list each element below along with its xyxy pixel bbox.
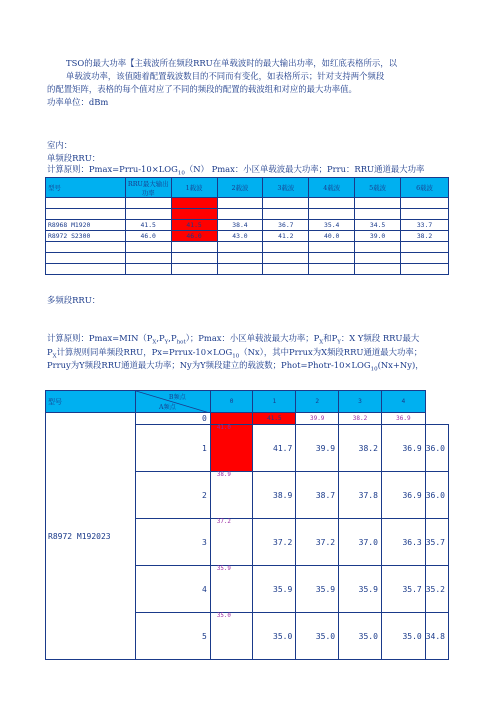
table-row: R8968 M1920 41.5 41.5 38.4 36.7 35.4 34.5 33.7 [46, 220, 449, 231]
row-label-0: 0 [136, 413, 211, 425]
diagonal-header [136, 391, 211, 413]
model-name: R8972 M192023 [46, 413, 136, 660]
header-6-carrier: 6载波 [401, 178, 449, 198]
table-row: R8972 S2300 46.0 46.0 43.0 41.2 40.0 39.0 38.2 [46, 231, 449, 242]
col-0: 0 [210, 391, 253, 413]
table-row: 4 35.9 35.9 35.9 35.9 35.7 35.2 [46, 566, 449, 613]
col-3: 3 [339, 391, 382, 413]
header-model: 型号 [46, 178, 126, 198]
table-row [46, 253, 449, 264]
col-2: 2 [296, 391, 339, 413]
col-1: 1 [253, 391, 296, 413]
header-model: 型号 [46, 391, 136, 413]
col-4: 4 [381, 391, 425, 413]
header-b-freq: B频点 [168, 394, 186, 401]
single-band-table [45, 177, 449, 275]
table-row: 2 38.9 38.9 38.7 37.8 36.9 36.0 [46, 472, 449, 519]
multi-band-table [45, 390, 449, 660]
table-row [46, 264, 449, 275]
multi-formula-1: 计算原则：$Pmax=MIN(P_X,P_Y,P_{hot})$；Pmax：小区单载波最大功率；$P_X$和$P_Y$：X Y频段 RRU最大 [47, 333, 420, 344]
multi-table-header [46, 391, 449, 413]
table-row [46, 209, 449, 220]
table-row [46, 198, 449, 209]
header-5-carrier: 5载波 [355, 178, 401, 198]
header-rru-max-power: RRU最大输出功率 [125, 178, 171, 198]
table-row: 1 41.0 41.7 39.9 38.2 36.9 36.0 [46, 425, 449, 472]
single-band-formula: 计算原则：$Pmax=Prru-10\times LOG_{10}(N)$ Pmax：小区单载波最大功率；Prru：RRU通道最大功率 [47, 164, 425, 175]
single-band-title: 单频段RRU： [47, 153, 101, 163]
multi-formula-3: Prruy为Y频段RRU通道最大功率；Ny为Y频段建立的载波数；$Phot=Photr-10\times LOG_{10}(Nx+Ny)$， [47, 360, 424, 371]
multi-band-title: 多频段RRU： [47, 295, 101, 305]
table-row: 5 35.0 35.0 35.0 35.0 35.0 34.8 [46, 613, 449, 660]
multi-formula-2: $P_X$计算规则同单频段RRU，$Px=Prrux-10\times LOG_{10}(Nx)$，其中Prrux为X频段RRU通道最大功率； [47, 347, 423, 358]
single-table-header [46, 178, 449, 198]
header-3-carrier: 3载波 [263, 178, 309, 198]
header-4-carrier: 4载波 [309, 178, 355, 198]
table-row [46, 242, 449, 253]
header-1-carrier: 1载波 [171, 178, 217, 198]
intro-line-3: 的配置矩阵，表格的每个值对应了不同的频段的配置的载波组和对应的最大功率值。 [47, 84, 357, 94]
power-unit: 功率单位：dBm [47, 97, 109, 107]
header-a-freq: A频点 [159, 404, 176, 411]
table-row: 3 37.2 37.2 37.2 37.0 36.3 35.7 [46, 519, 449, 566]
intro-line-1: TSO的最大功率【主载波所在频段RRU在单载波时的最大输出功率，如红底表格所示，以 [66, 58, 397, 68]
header-2-carrier: 2载波 [217, 178, 263, 198]
intro-line-2: 单载波功率，该值随着配置载波数目的不同而有变化，如表格所示；针对支持两个频段 [66, 71, 385, 81]
table-row: R8972 M192023 0 41.5 39.9 38.2 36.9 [46, 413, 449, 425]
indoor-label: 室内： [47, 140, 73, 150]
